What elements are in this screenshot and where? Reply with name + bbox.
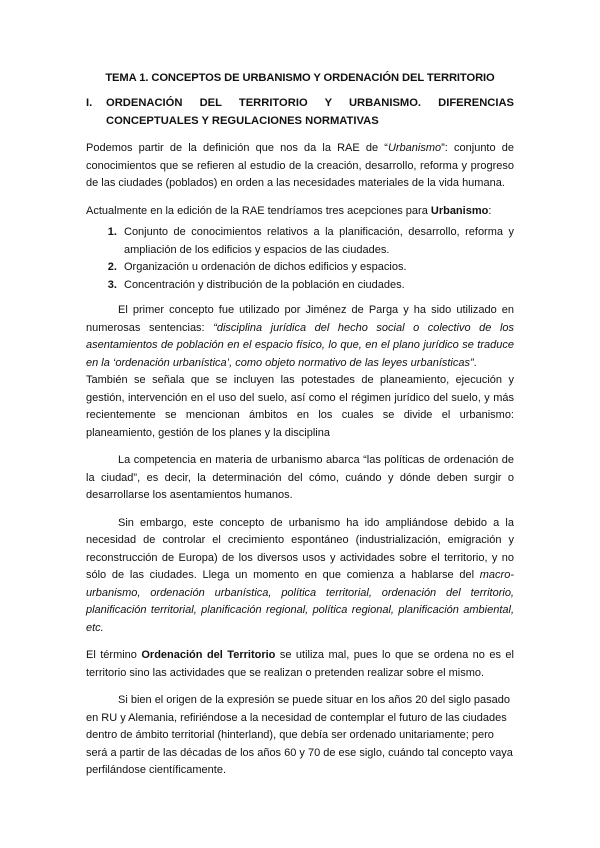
paragraph-text: Sin embargo, este concepto de urbanismo ha ido ampliándose debido a la necesidad de controlar el crecimiento espontáneo (industrialización, emigración y reconstrucción de Europa) de los diversos usos y actividades sobre el territorio, y no sólo de las ciudades. Llega un momento en que comienza a hablarse del xyxy=(86,516,514,581)
paragraph-potestades: También se señala que se incluyen las potestades de planeamiento, ejecución y gestión, intervención en el uso del suelo, así como el régimen jurídico del suelo, y más recientemente se mencionan ámbitos en los cuales se divide el urbanismo: planeamiento, gestión de los planes y la disciplina xyxy=(86,374,514,439)
paragraph-text: : xyxy=(488,204,492,217)
italic-terms: macro-urbanismo, ordenación urbanística, política territorial, ordenación del territorio, planificación territorial, planificación regional, política regional, planificación ambiental, etc. xyxy=(86,569,514,634)
paragraph-ampliacion xyxy=(86,515,514,638)
italic-quote: “disciplina jurídica del hecho social o colectivo de los asentamientos de población en el espacio físico, lo que, en el plano jurídico se traduce en la ‘ordenación urbanística’, como objeto normativo de las leyes urbanísticas” xyxy=(86,321,515,369)
list-item: 3. Concentración y distribución de la población en ciudades. xyxy=(120,277,514,295)
paragraph-rae-intro xyxy=(86,203,514,221)
definitions-list xyxy=(86,224,514,294)
paragraph-competencia: La competencia en materia de urbanismo abarca “las políticas de ordenación de la ciudad”, es decir, la determinación del cómo, cuándo y dónde deben surgir o desarrollarse los asentamientos humanos. xyxy=(86,454,514,501)
paragraph-definition xyxy=(86,140,514,193)
paragraph-ordenacion-termino xyxy=(86,647,514,682)
paragraph-text: El primer concepto fue utilizado por Jiménez de Parga y ha sido utilizado en numerosas sentencias: xyxy=(86,304,514,334)
paragraph-text: El término xyxy=(86,649,142,661)
list-item: 2. Organización u ordenación de dichos edificios y espacios. xyxy=(120,259,514,277)
paragraph-text: ”: conjunto de conocimientos que se refieren al estudio de la creación, desarrollo, reforma y progreso de las ciudades (poblados) en orden a las necesidades materiales de la vida humana. xyxy=(86,142,515,189)
section-title: ORDENACIÓN DEL TERRITORIO Y URBANISMO. DIFERENCIAS CONCEPTUALES Y REGULACIONES NORMATIVAS xyxy=(106,97,514,127)
list-item: 1. Conjunto de conocimientos relativos a la planificación, desarrollo, reforma y ampliación de los edificios y espacios de las ciudades. xyxy=(120,224,514,259)
section-number: I. xyxy=(86,97,93,109)
document-title: TEMA 1. CONCEPTOS DE URBANISMO Y ORDENACIÓN DEL TERRITORIO xyxy=(105,72,495,84)
paragraph-text: se utiliza mal, pues lo que se ordena no es el territorio sino las actividades que se realizan o pretenden realizar sobre el mismo. xyxy=(86,649,514,679)
paragraph-text: Podemos partir de la definición que nos da la RAE de “ xyxy=(86,142,388,154)
bold-term: Ordenación del Territorio xyxy=(141,649,276,661)
bold-term: Urbanismo xyxy=(430,204,489,217)
paragraph-first-concept xyxy=(86,302,514,372)
paragraph-text: . xyxy=(473,356,477,369)
paragraph-origen: Si bien el origen de la expresión se puede situar en los años 20 del siglo pasado en RU y Alemania, refiriéndose a la necesidad de contemplar el futuro de las ciudades dentro de ámbito territorial (hinterland), que debía ser ordenado unitariamente; pero será a partir de las décadas de los años 60 y 70 de ese siglo, cuándo tal concepto vaya perfilándose científicamente. xyxy=(86,694,513,776)
italic-term: Urbanismo xyxy=(387,142,442,154)
section-heading xyxy=(86,94,514,130)
paragraph-text: Actualmente en la edición de la RAE tendríamos tres acepciones para xyxy=(86,204,431,217)
